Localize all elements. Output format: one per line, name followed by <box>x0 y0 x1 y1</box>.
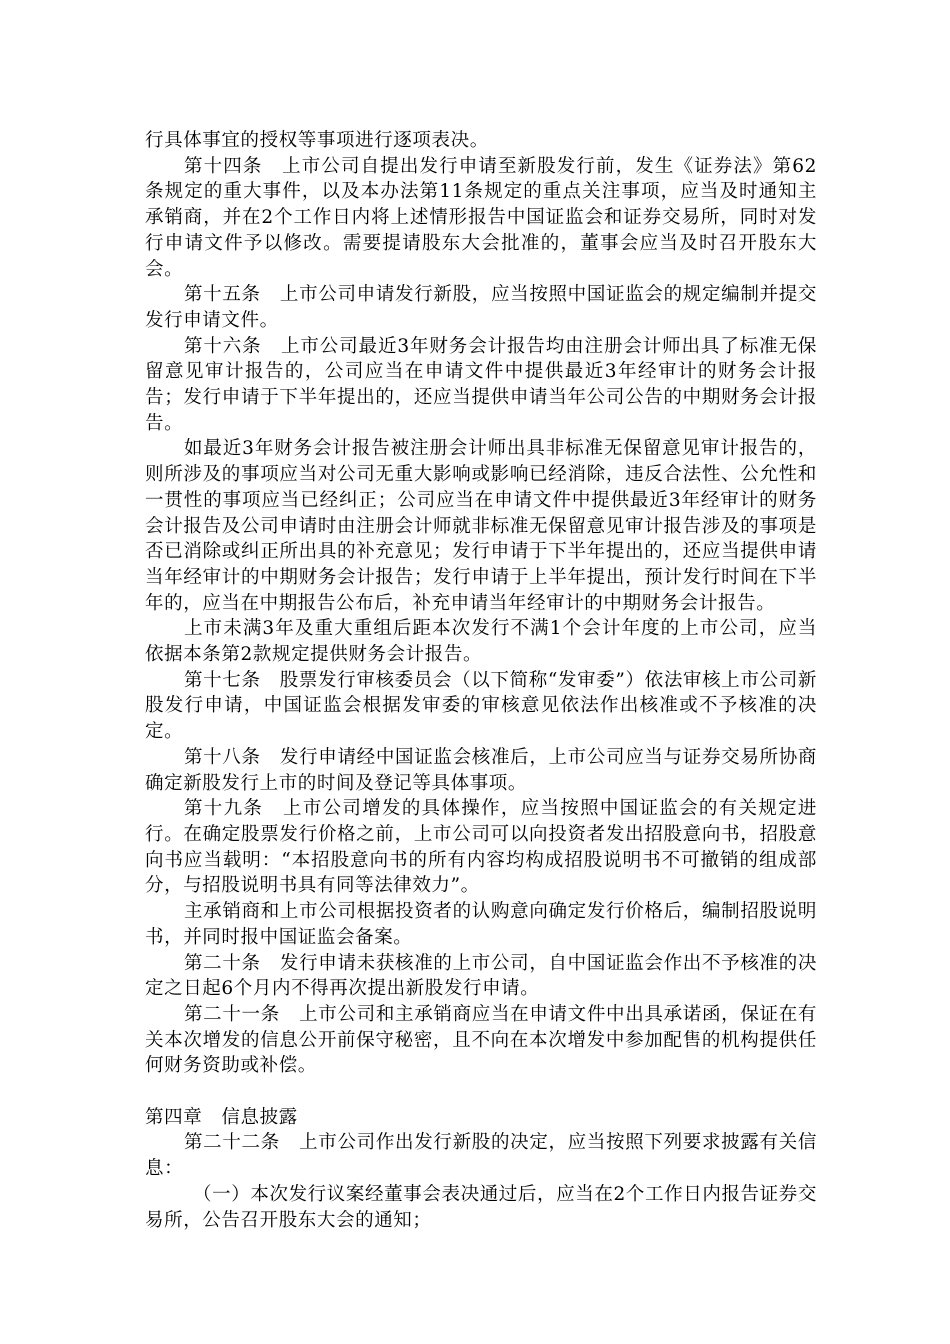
document-body <box>145 128 817 1233</box>
chapter-heading: 第四章 信息披露 <box>145 1106 298 1128</box>
article-16-clause-2: 如最近3年财务会计报告被注册会计师出具非标准无保留意见审计报告的，则所涉及的事项应当对公司无重大影响或影响已经消除，违反合法性、公允性和一贯性的事项应当已经纠正；公司应当在申请文件中提供最近3年经审计的财务会计报告及公司申请时由注册会计师就非标准无保留意见审计报告涉及的事项是否已消除或纠正所出具的补充意见；发行申请于下半年提出的，还应当提供申请当年经审计的中期财务会计报告；发行申请于上半年提出，预计发行时间在下半年的，应当在中期报告公布后，补充申请当年经审计的中期财务会计报告。 <box>145 438 817 614</box>
article-14: 第十四条 上市公司自提出发行申请至新股发行前，发生《证券法》第62条规定的重大事件，以及本办法第11条规定的重点关注事项，应当及时通知主承销商，并在2个工作日内将上述情形报告中国证监会和证券交易所，同时对发行申请文件予以修改。需要提请股东大会批准的，董事会应当及时召开股东大会。 <box>145 155 817 280</box>
article-19-clause-2: 主承销商和上市公司根据投资者的认购意向确定发行价格后，编制招股说明书，并同时报中国证监会备案。 <box>145 901 817 948</box>
article-21: 第二十一条 上市公司和主承销商应当在申请文件中出具承诺函，保证在有关本次增发的信息公开前保守秘密，且不向在本次增发中参加配售的机构提供任何财务资助或补偿。 <box>145 1003 817 1077</box>
article-15: 第十五条 上市公司申请发行新股，应当按照中国证监会的规定编制并提交发行申请文件。 <box>145 284 817 331</box>
paragraph-continuation: 行具体事宜的授权等事项进行逐项表决。 <box>145 130 489 151</box>
article-18: 第十八条 发行申请经中国证监会核准后，上市公司应当与证券交易所协商确定新股发行上市的时间及登记等具体事项。 <box>145 746 817 794</box>
article-19: 第十九条 上市公司增发的具体操作，应当按照中国证监会的有关规定进行。在确定股票发行价格之前，上市公司可以向投资者发出招股意向书，招股意向书应当载明：“本招股意向书的所有内容均构成招股说明书不可撤销的组成部分，与招股说明书具有同等法律效力”。 <box>145 798 817 897</box>
article-16-clause-3: 上市未满3年及重大重组后距本次发行不满1个会计年度的上市公司，应当依据本条第2款规定提供财务会计报告。 <box>145 618 817 666</box>
article-17: 第十七条 股票发行审核委员会（以下简称“发审委”）依法审核上市公司新股发行申请，中国证监会根据发审委的审核意见依法作出核准或不予核准的决定。 <box>145 669 817 743</box>
article-20: 第二十条 发行申请未获核准的上市公司，自中国证监会作出不予核准的决定之日起6个月内不得再次提出新股发行申请。 <box>145 952 817 1000</box>
article-22-item-1: （一）本次发行议案经董事会表决通过后，应当在2个工作日内报告证券交易所，公告召开股东大会的通知； <box>145 1183 817 1231</box>
article-16: 第十六条 上市公司最近3年财务会计报告均由注册会计师出具了标准无保留意见审计报告的，公司应当在申请文件中提供最近3年经审计的财务会计报告；发行申请于下半年提出的，还应当提供申请当年公司公告的中期财务会计报告。 <box>145 335 817 434</box>
article-22: 第二十二条 上市公司作出发行新股的决定，应当按照下列要求披露有关信息： <box>145 1132 817 1180</box>
